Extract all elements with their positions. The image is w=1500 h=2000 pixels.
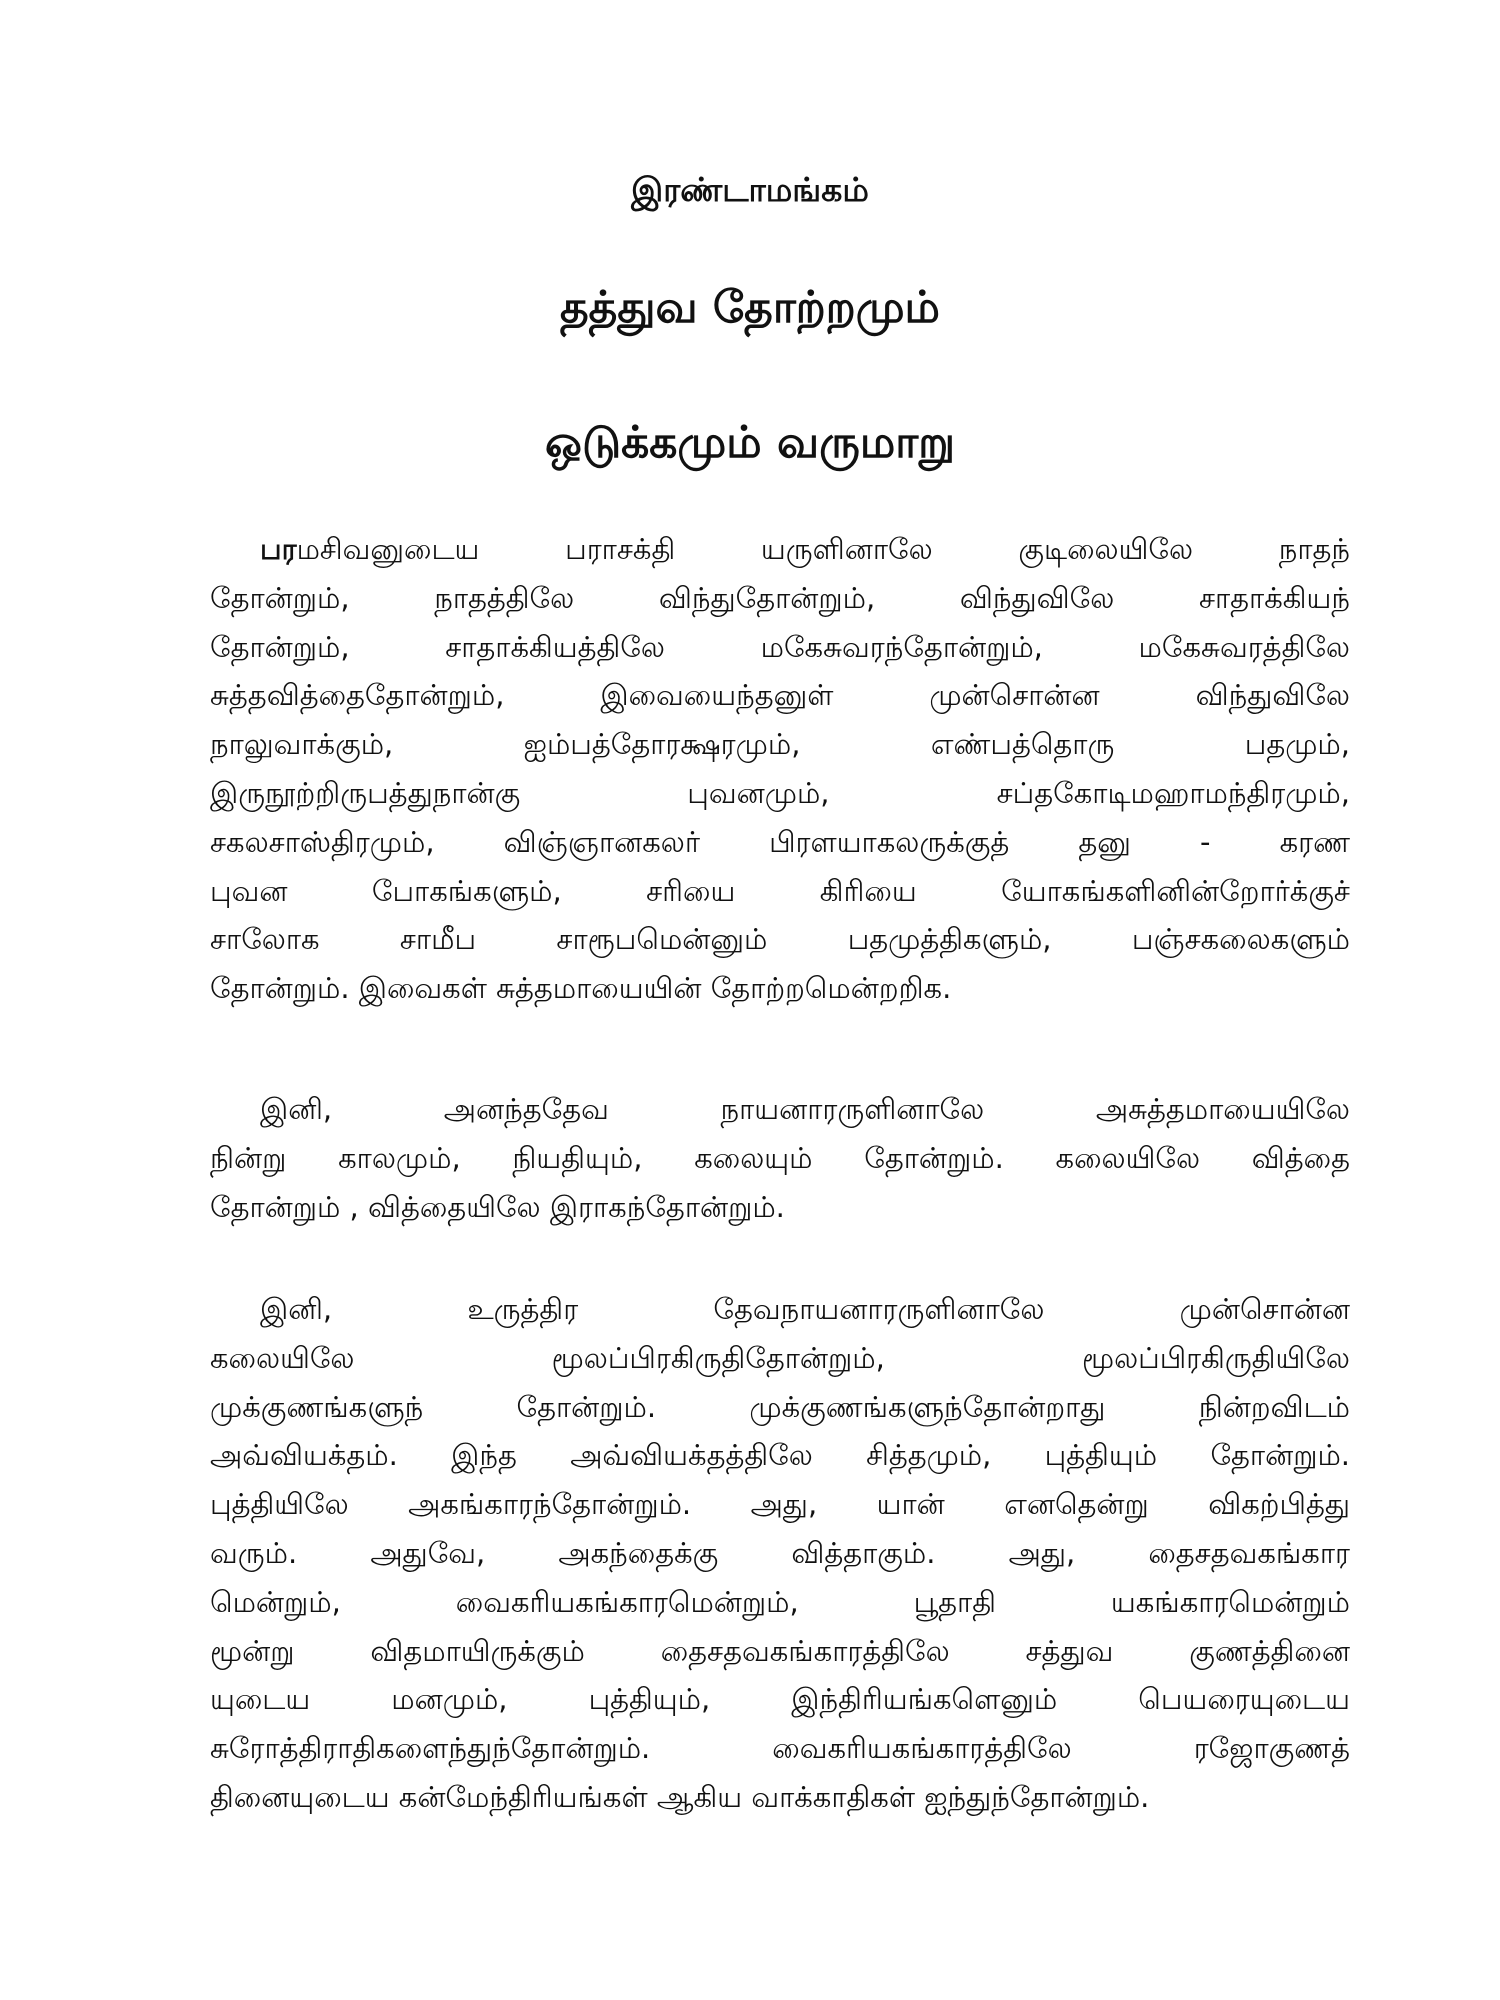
paragraph-line: சுரோத்திராதிகளைந்துந்தோன்றும். வைகரியகங்காரத்திலே ரஜோகுணத்	[210, 1731, 1350, 1766]
paragraph-line: தோன்றும், சாதாக்கியத்திலே மகேசுவரந்தோன்றும், மகேசுவரத்திலே	[210, 629, 1350, 664]
paragraph-line	[210, 525, 1350, 574]
paragraph-line: மூன்று விதமாயிருக்கும் தைசதவகங்காரத்திலே சத்துவ குணத்தினை	[210, 1633, 1350, 1668]
paragraph-lead-word: பர	[260, 532, 297, 566]
paragraph-line: தோன்றும் , வித்தையிலே இராகந்தோன்றும்.	[210, 1189, 785, 1224]
paragraph-3	[210, 1285, 1350, 1822]
paragraph-line: கலையிலே மூலப்பிரகிருதிதோன்றும், மூலப்பிரகிருதியிலே	[210, 1340, 1350, 1375]
paragraph-line: இனி, அனந்ததேவ நாயனாரருளினாலே அசுத்தமாயையிலே	[260, 1092, 1350, 1126]
paragraph-line: சாலோக சாமீப சாரூபமென்னும் பதமுத்திகளும், பஞ்சகலைகளும்	[210, 922, 1350, 957]
paragraph-line: நாலுவாக்கும், ஐம்பத்தோரக்ஷரமும், எண்பத்தொரு பதமும்,	[210, 727, 1350, 762]
paragraph-2	[210, 1085, 1350, 1231]
paragraph-line: புத்தியிலே அகங்காரந்தோன்றும். அது, யான் எனதென்று விகற்பித்து	[210, 1487, 1350, 1522]
paragraph-line: இனி, உருத்திர தேவநாயனாரருளினாலே முன்சொன்ன	[260, 1292, 1350, 1326]
paragraph-line: தினையுடைய கன்மேந்திரியங்கள் ஆகிய வாக்காதிகள் ஐந்துந்தோன்றும்.	[210, 1779, 1150, 1814]
paragraph-line: வரும். அதுவே, அகந்தைக்கு வித்தாகும். அது, தைசதவகங்கார	[210, 1535, 1350, 1570]
chapter-subtitle: இரண்டாமங்கம்	[631, 170, 869, 209]
paragraph-line: அவ்வியக்தம். இந்த அவ்வியக்தத்திலே சித்தமும், புத்தியும் தோன்றும்.	[210, 1438, 1350, 1473]
paragraph-line: தோன்றும், நாதத்திலே விந்துதோன்றும், விந்துவிலே சாதாக்கியந்	[210, 580, 1350, 615]
paragraph-line: தோன்றும். இவைகள் சுத்தமாயையின் தோற்றமென்றறிக.	[210, 971, 952, 1006]
paragraph-line: சுத்தவித்தைதோன்றும், இவையைந்தனுள் முன்சொன்ன விந்துவிலே	[210, 678, 1350, 713]
paragraph-line: இருநூற்றிருபத்துநான்கு புவனமும், சப்தகோடிமஹாமந்திரமும்,	[210, 775, 1350, 810]
paragraph-line: சகலசாஸ்திரமும், விஞ்ஞானகலர் பிரளயாகலருக்குத் தனு - கரண	[210, 824, 1350, 859]
paragraph-line: புவன போகங்களும், சரியை கிரியை யோகங்களினின்றோர்க்குச்	[210, 873, 1350, 908]
paragraph-line: முக்குணங்களுந் தோன்றும். முக்குணங்களுந்தோன்றாது நின்றவிடம்	[210, 1389, 1350, 1424]
paragraph-line: யுடைய மனமும், புத்தியும், இந்திரியங்களெனும் பெயரையுடைய	[210, 1682, 1350, 1717]
chapter-title: தத்துவ தோற்றமும்	[560, 282, 940, 333]
chapter-title-line2: ஒடுக்கமும் வருமாறு	[544, 417, 956, 468]
paragraph-line-text: மசிவனுடைய பராசக்தி யருளினாலே குடிலையிலே நாதந்	[296, 532, 1350, 566]
paragraph-line: மென்றும், வைகரியகங்காரமென்றும், பூதாதி யகங்காரமென்றும்	[210, 1584, 1350, 1619]
paragraph-line: நின்று காலமும், நியதியும், கலையும் தோன்றும். கலையிலே வித்தை	[210, 1140, 1350, 1175]
paragraph-1	[210, 525, 1350, 1013]
